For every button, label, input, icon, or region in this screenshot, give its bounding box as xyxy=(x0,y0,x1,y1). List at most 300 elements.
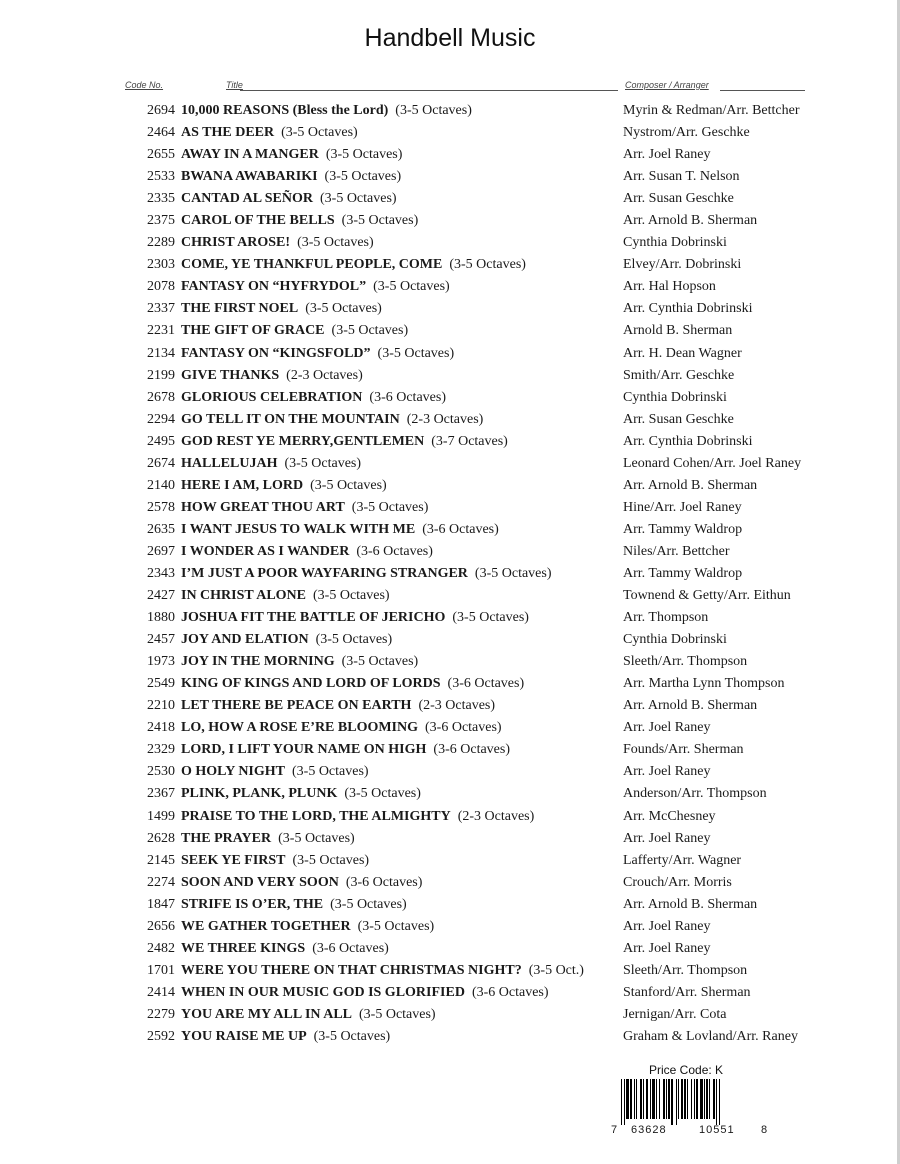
item-title-group xyxy=(181,717,502,739)
item-code: 2635 xyxy=(147,521,175,537)
list-item xyxy=(0,894,900,916)
item-title-group xyxy=(181,850,369,872)
item-code: 1701 xyxy=(147,962,175,978)
item-octaves-spacer xyxy=(290,235,297,250)
list-item xyxy=(0,828,900,850)
list-item xyxy=(0,409,900,431)
item-composer: Arr. McChesney xyxy=(623,808,716,824)
list-item xyxy=(0,960,900,982)
list-item xyxy=(0,276,900,298)
item-octaves: (3-5 Octaves) xyxy=(325,147,403,163)
item-composer: Arnold B. Sherman xyxy=(623,323,733,339)
item-title: BWANA AWABARIKI xyxy=(181,169,318,185)
item-title: LORD, I LIFT YOUR NAME ON HIGH xyxy=(181,742,427,758)
item-title: GO TELL IT ON THE MOUNTAIN xyxy=(181,411,400,427)
item-code: 2303 xyxy=(147,257,175,273)
item-octaves: (3-5 Octaves) xyxy=(341,654,419,670)
item-composer: Nystrom/Arr. Geschke xyxy=(623,125,750,141)
item-title: PRAISE TO THE LORD, THE ALMIGHTY xyxy=(181,808,451,824)
item-composer: Myrin & Redman/Arr. Bettcher xyxy=(623,103,800,118)
barcode-digits-left: 63628 xyxy=(631,1124,667,1136)
item-code: 2697 xyxy=(147,543,175,559)
barcode-bar xyxy=(676,1079,677,1125)
barcode-bar xyxy=(704,1079,705,1119)
item-code: 2414 xyxy=(147,984,175,1000)
item-octaves: (3-7 Octaves) xyxy=(431,433,508,449)
item-octaves: (3-6 Octaves) xyxy=(345,874,423,890)
item-octaves-spacer xyxy=(468,566,475,581)
item-title: HERE I AM, LORD xyxy=(181,477,304,493)
item-octaves: (2-3 Octaves) xyxy=(457,808,535,824)
item-composer: Cynthia Dobrinski xyxy=(623,389,727,405)
barcode-bar xyxy=(621,1079,622,1125)
item-code: 2274 xyxy=(147,874,175,890)
item-composer: Arr. Joel Raney xyxy=(623,940,711,956)
item-composer: Arr. Cynthia Dobrinski xyxy=(623,433,753,449)
item-title-group xyxy=(181,695,495,717)
item-code: 1973 xyxy=(147,654,175,670)
barcode-bars xyxy=(611,1079,771,1125)
item-title: I WONDER AS I WANDER xyxy=(181,543,350,559)
barcode-bar xyxy=(709,1079,710,1119)
item-title: SEEK YE FIRST xyxy=(181,852,286,868)
barcode-bar xyxy=(666,1079,667,1119)
item-code: 2289 xyxy=(147,235,175,251)
item-code: 2337 xyxy=(147,301,175,317)
list-item xyxy=(0,100,900,122)
item-octaves: (3-5 Octaves) xyxy=(395,103,472,118)
item-octaves: (3-5 Octaves) xyxy=(357,918,435,934)
item-title: SOON AND VERY SOON xyxy=(181,874,339,890)
list-item xyxy=(0,210,900,232)
item-octaves: (3-5 Octaves) xyxy=(313,1028,391,1044)
item-octaves: (3-5 Octaves) xyxy=(305,301,382,317)
list-item xyxy=(0,916,900,938)
list-item xyxy=(0,1004,900,1026)
item-title-group xyxy=(181,541,433,563)
item-title: AWAY IN A MANGER xyxy=(181,147,319,163)
item-octaves-spacer xyxy=(441,676,448,691)
barcode-bar xyxy=(668,1079,670,1119)
item-octaves-spacer xyxy=(313,191,320,206)
item-title-group xyxy=(181,938,389,960)
item-octaves: (2-3 Octaves) xyxy=(406,411,484,427)
item-octaves-spacer xyxy=(306,588,313,603)
item-composer: Townend & Getty/Arr. Eithun xyxy=(623,588,791,604)
item-code: 2427 xyxy=(147,588,175,604)
item-octaves: (3-6 Octaves) xyxy=(356,543,433,559)
item-octaves: (2-3 Octaves) xyxy=(286,367,363,383)
item-composer: Arr. Arnold B. Sherman xyxy=(623,213,758,229)
item-octaves-spacer xyxy=(339,875,346,890)
item-composer: Arr. H. Dean Wagner xyxy=(623,345,742,361)
barcode-bar xyxy=(646,1079,648,1119)
item-code: 2375 xyxy=(147,213,175,229)
item-title-group xyxy=(181,629,392,651)
list-item xyxy=(0,298,900,320)
item-title-group xyxy=(181,343,454,365)
item-octaves-spacer xyxy=(418,720,425,735)
item-composer: Arr. Arnold B. Sherman xyxy=(623,896,758,912)
item-title-group xyxy=(181,651,418,673)
barcode-bar xyxy=(716,1079,717,1125)
barcode-bar xyxy=(630,1079,632,1119)
item-code: 2294 xyxy=(147,411,175,427)
item-title: YOU ARE MY ALL IN ALL xyxy=(181,1006,353,1022)
barcode-bar xyxy=(634,1079,635,1119)
item-title: LO, HOW A ROSE E’RE BLOOMING xyxy=(181,720,419,736)
item-title-group xyxy=(181,431,508,453)
item-octaves-spacer xyxy=(319,147,326,162)
item-title-group xyxy=(181,1026,390,1048)
barcode-bar xyxy=(650,1079,651,1119)
item-octaves: (2-3 Octaves) xyxy=(418,698,496,714)
item-title: HALLELUJAH xyxy=(181,455,278,471)
item-code: 2329 xyxy=(147,742,175,758)
barcode-digits xyxy=(611,1124,771,1138)
barcode-bar xyxy=(700,1079,703,1119)
item-octaves: (3-5 Octaves) xyxy=(320,191,397,207)
list-item xyxy=(0,188,900,210)
item-title-group xyxy=(181,916,434,938)
list-item xyxy=(0,519,900,541)
item-title-group xyxy=(181,166,401,188)
item-octaves-spacer xyxy=(335,213,342,228)
item-title: I WANT JESUS TO WALK WITH ME xyxy=(181,521,416,537)
item-composer: Graham & Lovland/Arr. Raney xyxy=(623,1028,798,1044)
barcode-bar xyxy=(659,1079,660,1119)
barcode-bar xyxy=(643,1079,644,1119)
item-title: COME, YE THANKFUL PEOPLE, COME xyxy=(181,257,443,273)
item-code: 2482 xyxy=(147,940,175,956)
item-title: THE GIFT OF GRACE xyxy=(181,323,325,339)
item-octaves: (3-5 Octaves) xyxy=(359,1006,436,1022)
list-item xyxy=(0,541,900,563)
item-title-group xyxy=(181,828,355,850)
barcode-bar xyxy=(694,1079,695,1119)
item-composer: Leonard Cohen/Arr. Joel Raney xyxy=(623,455,802,471)
item-composer: Arr. Susan Geschke xyxy=(623,191,734,207)
item-title: CANTAD AL SEÑOR xyxy=(181,191,313,207)
item-composer: Arr. Arnold B. Sherman xyxy=(623,477,758,493)
item-code: 1847 xyxy=(147,896,175,912)
item-octaves: (3-5 Octaves) xyxy=(292,764,369,780)
item-title-group xyxy=(181,320,408,342)
item-octaves: (3-6 Octaves) xyxy=(422,521,499,537)
item-composer: Jernigan/Arr. Cota xyxy=(623,1006,727,1022)
item-composer: Cynthia Dobrinski xyxy=(623,235,727,251)
item-octaves-spacer xyxy=(371,346,378,361)
item-code: 2530 xyxy=(147,764,175,780)
item-composer: Arr. Susan Geschke xyxy=(623,411,734,427)
item-octaves: (3-5 Octaves) xyxy=(330,896,407,912)
barcode-bar xyxy=(652,1079,655,1119)
item-octaves: (3-5 Octaves) xyxy=(324,169,402,185)
item-title-group xyxy=(181,144,402,166)
item-code: 2533 xyxy=(147,169,175,185)
item-octaves: (3-6 Octaves) xyxy=(312,940,389,956)
item-title: WE THREE KINGS xyxy=(181,940,306,956)
item-title-group xyxy=(181,519,499,541)
list-item xyxy=(0,431,900,453)
item-title: YOU RAISE ME UP xyxy=(181,1028,307,1044)
item-title-group xyxy=(181,585,390,607)
list-item xyxy=(0,717,900,739)
item-title-group xyxy=(181,673,524,695)
barcode-digit-first: 7 xyxy=(611,1124,618,1136)
item-octaves-spacer xyxy=(307,1029,314,1044)
item-title-group xyxy=(181,982,549,1004)
item-octaves-spacer xyxy=(522,963,529,978)
item-title-group xyxy=(181,453,361,475)
item-composer: Arr. Joel Raney xyxy=(623,720,711,736)
item-title: GIVE THANKS xyxy=(181,367,280,383)
item-title: I’M JUST A POOR WAYFARING STRANGER xyxy=(181,565,468,581)
item-octaves: (3-5 Octaves) xyxy=(281,125,358,141)
item-octaves-spacer xyxy=(335,654,342,669)
item-code: 2078 xyxy=(147,279,175,295)
item-code: 2279 xyxy=(147,1006,175,1022)
item-title-group xyxy=(181,563,552,585)
item-code: 2656 xyxy=(147,918,175,934)
list-item xyxy=(0,872,900,894)
item-composer: Arr. Joel Raney xyxy=(623,764,711,780)
item-octaves-spacer xyxy=(400,412,407,427)
item-title: STRIFE IS O’ER, THE xyxy=(181,896,324,912)
item-code: 1499 xyxy=(147,808,175,824)
barcode-bar xyxy=(691,1079,692,1119)
barcode-bar xyxy=(719,1079,720,1125)
item-code: 2145 xyxy=(147,852,175,868)
item-octaves: (3-6 Octaves) xyxy=(433,742,510,758)
item-composer: Arr. Cynthia Dobrinski xyxy=(623,301,753,317)
list-item xyxy=(0,320,900,342)
item-composer: Arr. Tammy Waldrop xyxy=(623,521,743,537)
item-octaves: (3-5 Octaves) xyxy=(377,345,455,361)
item-title-group xyxy=(181,100,472,122)
item-title-group xyxy=(181,783,421,805)
item-octaves: (3-5 Octaves) xyxy=(284,455,362,471)
item-code: 2549 xyxy=(147,676,175,692)
item-octaves: (3-5 Octaves) xyxy=(341,213,419,229)
item-octaves: (3-6 Octaves) xyxy=(471,984,549,1000)
item-code: 2694 xyxy=(147,103,175,118)
item-octaves: (3-5 Octaves) xyxy=(310,477,387,493)
item-title: CAROL OF THE BELLS xyxy=(181,213,335,229)
item-code: 2457 xyxy=(147,632,175,648)
item-title: HOW GREAT THOU ART xyxy=(181,499,345,515)
item-octaves: (3-5 Octaves) xyxy=(315,632,393,648)
item-title-group xyxy=(181,806,534,828)
item-title-group xyxy=(181,254,526,276)
barcode-bar xyxy=(684,1079,686,1119)
item-title: IN CHRIST ALONE xyxy=(181,588,307,604)
barcode-bar xyxy=(687,1079,688,1119)
header-rule xyxy=(240,90,618,91)
item-octaves-spacer xyxy=(325,323,332,338)
item-composer: Lafferty/Arr. Wagner xyxy=(623,852,742,868)
item-code: 2210 xyxy=(147,698,175,714)
list-item xyxy=(0,673,900,695)
barcode-bar xyxy=(636,1079,637,1119)
item-composer: Cynthia Dobrinski xyxy=(623,632,727,648)
item-composer: Arr. Joel Raney xyxy=(623,830,711,846)
item-octaves: (3-5 Octaves) xyxy=(373,279,450,295)
item-title-group xyxy=(181,298,382,320)
item-composer: Elvey/Arr. Dobrinski xyxy=(623,257,742,273)
item-octaves-spacer xyxy=(286,853,293,868)
item-composer: Smith/Arr. Geschke xyxy=(623,367,735,383)
list-item xyxy=(0,254,900,276)
item-octaves-spacer xyxy=(285,764,292,779)
item-code: 2678 xyxy=(147,389,175,405)
list-item xyxy=(0,453,900,475)
item-composer: Arr. Martha Lynn Thompson xyxy=(623,676,785,692)
item-title: PLINK, PLANK, PLUNK xyxy=(181,786,338,802)
list-item xyxy=(0,563,900,585)
item-title: JOSHUA FIT THE BATTLE OF JERICHO xyxy=(181,610,446,626)
item-title-group xyxy=(181,122,358,144)
item-octaves: (3-5 Octaves) xyxy=(452,610,529,626)
list-item xyxy=(0,938,900,960)
item-code: 2578 xyxy=(147,499,175,515)
item-composer: Sleeth/Arr. Thompson xyxy=(623,962,748,978)
barcode-bar xyxy=(626,1079,629,1119)
item-title: FANTASY ON “HYFRYDOL” xyxy=(181,279,367,295)
item-title: FANTASY ON “KINGSFOLD” xyxy=(181,345,371,361)
item-octaves: (3-5 Octaves) xyxy=(474,565,552,581)
item-composer: Founds/Arr. Sherman xyxy=(623,742,744,758)
item-code: 2674 xyxy=(147,455,175,471)
item-title-group xyxy=(181,739,510,761)
barcode-bar xyxy=(678,1079,679,1119)
item-composer: Arr. Tammy Waldrop xyxy=(623,565,743,581)
item-title: LET THERE BE PEACE ON EARTH xyxy=(181,698,412,714)
page-title: Handbell Music xyxy=(364,24,536,52)
list-item xyxy=(0,497,900,519)
list-item xyxy=(0,585,900,607)
item-composer: Crouch/Arr. Morris xyxy=(623,874,732,890)
barcode-bar xyxy=(624,1079,625,1125)
header-code: Code No. xyxy=(125,80,164,90)
item-octaves: (3-6 Octaves) xyxy=(425,720,502,736)
barcode xyxy=(611,1079,771,1137)
item-octaves-spacer xyxy=(309,632,316,647)
item-title-group xyxy=(181,960,584,982)
item-octaves-spacer xyxy=(352,1007,359,1022)
item-title-group xyxy=(181,232,374,254)
item-code: 2199 xyxy=(147,367,175,383)
barcode-bar xyxy=(696,1079,698,1119)
list-item xyxy=(0,1026,900,1048)
barcode-digit-last: 8 xyxy=(761,1124,768,1136)
item-composer: Stanford/Arr. Sherman xyxy=(623,984,751,1000)
list-item xyxy=(0,232,900,254)
item-code: 2592 xyxy=(147,1028,175,1044)
item-code: 2418 xyxy=(147,720,175,736)
header-composer: Composer / Arranger xyxy=(625,80,709,90)
barcode-bar xyxy=(706,1079,708,1119)
list-item xyxy=(0,982,900,1004)
item-title: WHEN IN OUR MUSIC GOD IS GLORIFIED xyxy=(181,984,465,1000)
item-title: CHRIST AROSE! xyxy=(181,235,291,251)
list-item xyxy=(0,387,900,409)
item-octaves: (3-6 Octaves) xyxy=(369,389,446,405)
item-octaves: (3-5 Octaves) xyxy=(344,786,421,802)
item-title: THE PRAYER xyxy=(181,830,272,846)
item-code: 2140 xyxy=(147,477,175,493)
item-code: 2343 xyxy=(147,565,175,581)
item-title-group xyxy=(181,894,407,916)
barcode-digits-right: 10551 xyxy=(699,1124,735,1136)
item-title: WE GATHER TOGETHER xyxy=(181,918,351,934)
item-code: 2335 xyxy=(147,191,175,207)
barcode-bar xyxy=(656,1079,657,1119)
item-octaves-spacer xyxy=(451,809,458,824)
item-title: WERE YOU THERE ON THAT CHRISTMAS NIGHT? xyxy=(181,962,522,978)
item-composer: Sleeth/Arr. Thompson xyxy=(623,654,748,670)
item-composer: Niles/Arr. Bettcher xyxy=(623,543,730,559)
item-composer: Arr. Thompson xyxy=(623,610,709,626)
item-octaves: (3-6 Octaves) xyxy=(447,676,525,692)
item-title: AS THE DEER xyxy=(181,125,275,141)
item-code: 2495 xyxy=(147,433,175,449)
item-title-group xyxy=(181,188,397,210)
item-title-group xyxy=(181,210,418,232)
header-rule-composer xyxy=(720,90,805,91)
item-composer: Arr. Arnold B. Sherman xyxy=(623,698,758,714)
item-title: JOY IN THE MORNING xyxy=(181,654,335,670)
item-code: 2464 xyxy=(147,125,175,141)
item-composer: Arr. Joel Raney xyxy=(623,147,711,163)
list-item xyxy=(0,739,900,761)
item-composer: Arr. Hal Hopson xyxy=(623,279,716,295)
item-code: 1880 xyxy=(147,610,175,626)
item-octaves: (3-5 Octaves) xyxy=(278,830,355,846)
item-octaves-spacer xyxy=(345,500,352,515)
item-title-group xyxy=(181,1004,436,1026)
list-item xyxy=(0,629,900,651)
list-item xyxy=(0,607,900,629)
item-code: 2628 xyxy=(147,830,175,846)
list-item xyxy=(0,343,900,365)
item-title-group xyxy=(181,387,446,409)
barcode-bar xyxy=(681,1079,683,1119)
item-composer: Hine/Arr. Joel Raney xyxy=(623,499,742,515)
list-item xyxy=(0,761,900,783)
list-item xyxy=(0,166,900,188)
item-octaves: (3-5 Octaves) xyxy=(449,257,526,273)
item-title-group xyxy=(181,475,387,497)
item-code: 2231 xyxy=(147,323,175,339)
item-title-group xyxy=(181,365,363,387)
barcode-bar xyxy=(671,1079,673,1125)
item-title-group xyxy=(181,276,450,298)
item-title: O HOLY NIGHT xyxy=(181,764,285,780)
item-octaves: (3-5 Oct.) xyxy=(528,962,584,978)
item-octaves-spacer xyxy=(351,919,358,934)
item-octaves: (3-5 Octaves) xyxy=(292,852,370,868)
item-title-group xyxy=(181,607,529,629)
item-octaves-spacer xyxy=(465,985,472,1000)
header-title: Title xyxy=(226,80,243,90)
item-octaves-spacer xyxy=(318,169,325,184)
item-title: 10,000 REASONS (Bless the Lord) xyxy=(181,103,389,118)
list-item xyxy=(0,144,900,166)
music-list xyxy=(0,100,900,1048)
item-code: 2655 xyxy=(147,147,175,163)
barcode-bar xyxy=(663,1079,665,1119)
